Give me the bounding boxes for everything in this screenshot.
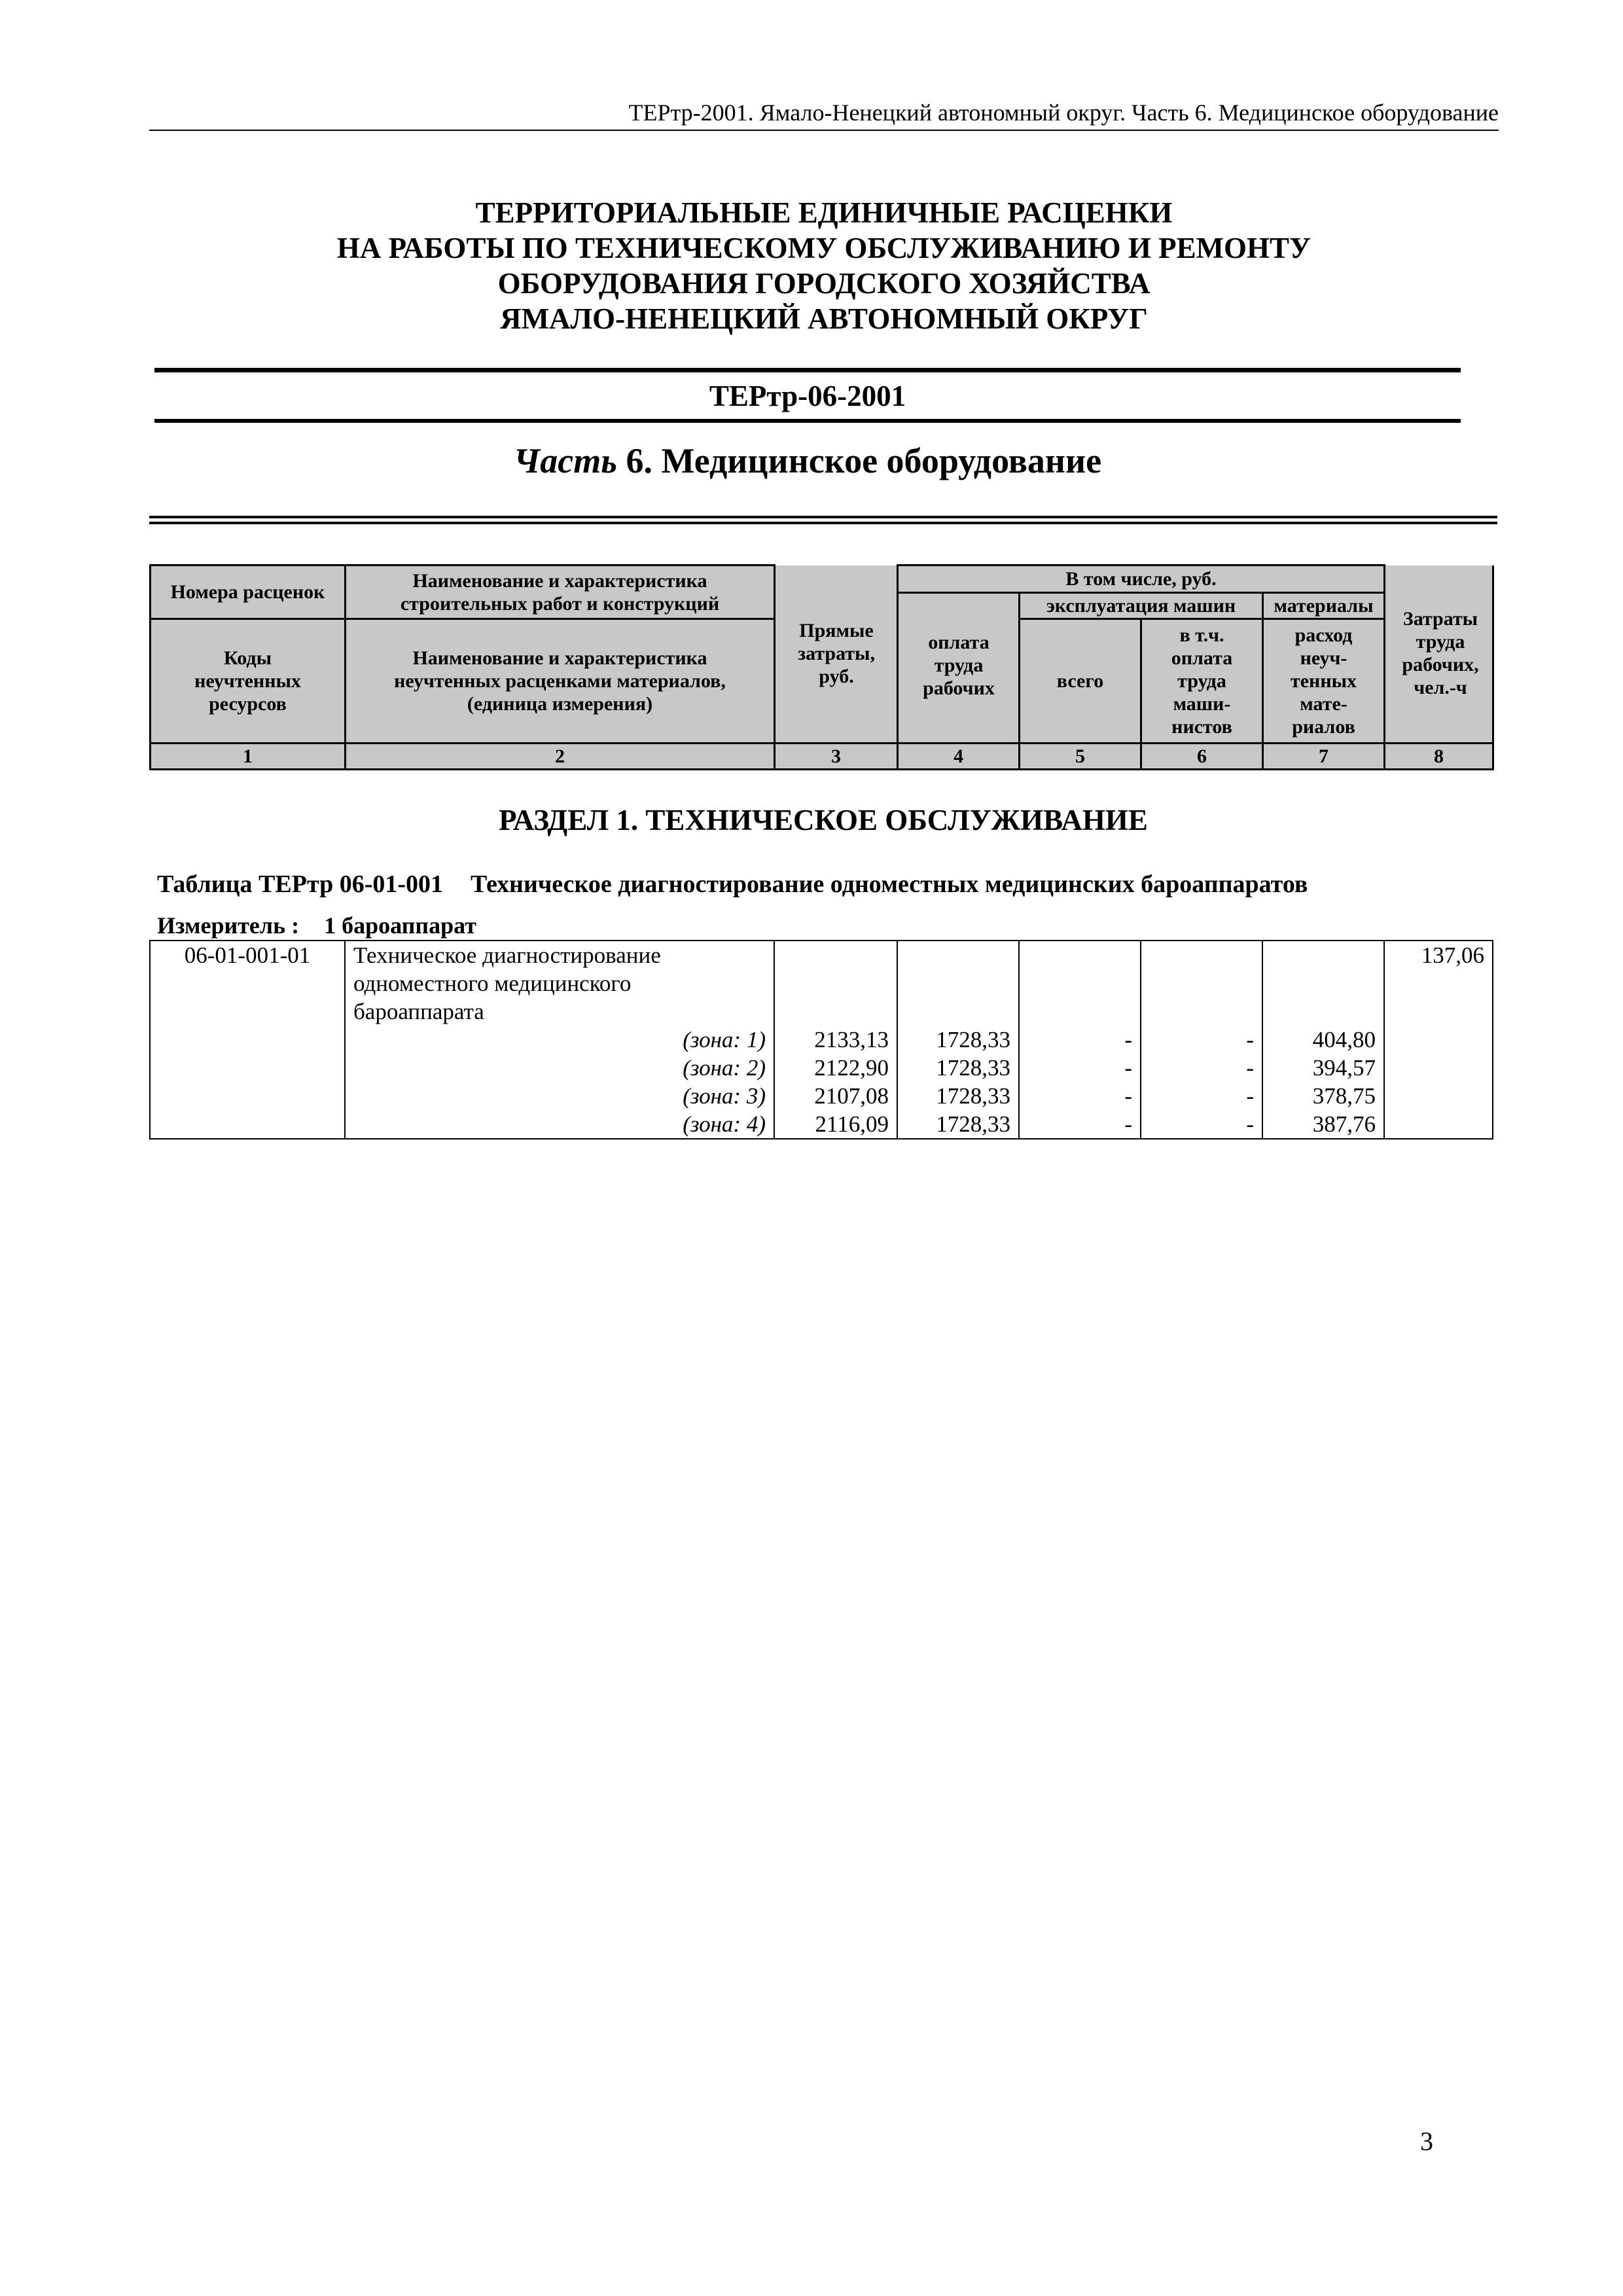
- meter: [157, 911, 476, 940]
- header-line: неуч-: [1300, 647, 1347, 669]
- header-line: рабочих,: [1402, 654, 1479, 675]
- table-row: [150, 1026, 1493, 1054]
- title-line: ЯМАЛО-НЕНЕЦКИЙ АВТОНОМНЫЙ ОКРУГ: [500, 302, 1148, 335]
- materials-value: 387,76: [1262, 1110, 1384, 1139]
- header-line: мате-: [1300, 693, 1347, 715]
- table-row: [150, 997, 1493, 1026]
- column-number: 6: [1141, 744, 1263, 770]
- rates-table: [149, 940, 1493, 1139]
- title-line: НА РАБОТЫ ПО ТЕХНИЧЕСКОМУ ОБСЛУЖИВАНИЮ И РЕМОНТУ: [336, 232, 1311, 264]
- header-including: В том числе, руб.: [898, 565, 1385, 593]
- machinist-wages-value: -: [1141, 1110, 1262, 1139]
- machines-value: -: [1019, 1026, 1141, 1054]
- table-row: [150, 1082, 1493, 1110]
- wages-value: 1728,33: [897, 1026, 1019, 1054]
- divider: [154, 368, 1461, 372]
- header-line: неучтенных расценками материалов,: [394, 670, 726, 692]
- header-line: нистов: [1171, 716, 1232, 738]
- zone-label: (зона: 3): [345, 1082, 774, 1110]
- part-title: [154, 440, 1461, 482]
- wages-value: 1728,33: [897, 1110, 1019, 1139]
- labor-value: 137,06: [1384, 941, 1493, 969]
- header-line: Затраты: [1402, 608, 1478, 630]
- materials-value: 394,57: [1262, 1054, 1384, 1082]
- header-line: руб.: [819, 666, 854, 687]
- header-line: труда: [1177, 670, 1226, 692]
- header-worker-wages: [898, 631, 1020, 700]
- header-line: расход: [1294, 624, 1353, 646]
- header-materials: материалы: [1263, 593, 1385, 619]
- double-rule: [149, 516, 1497, 518]
- wages-value: 1728,33: [897, 1082, 1019, 1110]
- table-row: [150, 1110, 1493, 1139]
- header-line: маши-: [1173, 693, 1231, 715]
- header-machinist-wages: [1141, 619, 1263, 744]
- machines-value: -: [1019, 1082, 1141, 1110]
- header-line: тенных: [1290, 670, 1357, 692]
- running-header: ТЕРтр-2001. Ямало-Ненецкий автономный округ. Часть 6. Медицинское оборудование: [149, 98, 1499, 131]
- machinist-wages-value: -: [1141, 1026, 1262, 1054]
- header-line: рабочих: [923, 677, 995, 699]
- materials-value: 404,80: [1262, 1026, 1384, 1054]
- header-material-name: [346, 619, 775, 744]
- header-line: затраты,: [798, 643, 875, 664]
- part-prefix: Часть: [513, 441, 617, 480]
- meter-value: 1 бароаппарат: [324, 912, 476, 939]
- rate-code: 06-01-001-01: [150, 941, 345, 969]
- title-line: ТЕРРИТОРИАЛЬНЫЕ ЕДИНИЧНЫЕ РАСЦЕНКИ: [475, 196, 1173, 229]
- header-line: труда: [1416, 631, 1465, 653]
- header-line: Прямые: [799, 620, 874, 641]
- column-number: 7: [1263, 744, 1385, 770]
- zone-label: (зона: 1): [345, 1026, 774, 1054]
- table-row: [150, 941, 1493, 969]
- header-line: оплата: [1171, 647, 1233, 669]
- double-rule: [149, 522, 1497, 524]
- column-number: 2: [346, 744, 775, 770]
- zone-label: (зона: 2): [345, 1054, 774, 1082]
- header-line: неучтенных: [194, 670, 301, 692]
- table-caption: [157, 869, 1308, 899]
- rate-name-line: Техническое диагностирование: [345, 941, 774, 969]
- column-number: 1: [151, 744, 346, 770]
- direct-costs-value: 2116,09: [774, 1110, 897, 1139]
- column-number: 5: [1020, 744, 1141, 770]
- header-line: Коды: [224, 647, 272, 669]
- machinist-wages-value: -: [1141, 1082, 1262, 1110]
- header-machines: эксплуатация машин: [1020, 593, 1263, 619]
- header-line: Наименование и характеристика: [412, 569, 707, 592]
- document-title: [149, 195, 1499, 336]
- meter-label: Измеритель :: [157, 912, 300, 939]
- table-caption-text: Техническое диагностирование одноместных медицинских бароаппаратов: [471, 870, 1308, 898]
- machinist-wages-value: -: [1141, 1054, 1262, 1082]
- column-number: 4: [898, 744, 1020, 770]
- direct-costs-value: 2107,08: [774, 1082, 897, 1110]
- table-row: [150, 969, 1493, 997]
- header-line: труда: [934, 655, 984, 676]
- header-labor-costs: [1386, 607, 1495, 699]
- header-line: риалов: [1292, 716, 1355, 738]
- header-line: оплата: [928, 632, 990, 653]
- divider: [154, 419, 1461, 423]
- rate-name-line: бароаппарата: [345, 997, 774, 1026]
- direct-costs-value: 2133,13: [774, 1026, 897, 1054]
- part-text: 6. Медицинское оборудование: [626, 441, 1102, 480]
- wages-value: 1728,33: [897, 1054, 1019, 1082]
- zone-label: (зона: 4): [345, 1110, 774, 1139]
- header-unaccounted-materials: [1263, 619, 1385, 744]
- materials-value: 378,75: [1262, 1082, 1384, 1110]
- header-resource-codes: [151, 619, 346, 744]
- header-rate-numbers: Номера расценок: [151, 565, 346, 619]
- title-line: ОБОРУДОВАНИЯ ГОРОДСКОГО ХОЗЯЙСТВА: [497, 267, 1150, 300]
- header-line: (единица измерения): [467, 693, 653, 715]
- page-number: 3: [1420, 2126, 1433, 2156]
- header-line: чел.-ч: [1414, 677, 1467, 698]
- machines-value: -: [1019, 1054, 1141, 1082]
- header-machines-total: всего: [1020, 619, 1141, 744]
- rate-name-line: одноместного медицинского: [345, 969, 774, 997]
- document-code: ТЕРтр-06-2001: [709, 380, 906, 412]
- machines-value: -: [1019, 1110, 1141, 1139]
- column-number: 8: [1385, 744, 1493, 770]
- table-caption-label: Таблица ТЕРтр 06-01-001: [157, 870, 444, 898]
- header-work-name: [346, 565, 775, 619]
- header-line: ресурсов: [209, 693, 287, 715]
- header-direct-costs: [775, 619, 898, 688]
- direct-costs-value: 2122,90: [774, 1054, 897, 1082]
- column-number: 3: [775, 744, 898, 770]
- header-line: в т.ч.: [1179, 624, 1224, 646]
- section-title: РАЗДЕЛ 1. ТЕХНИЧЕСКОЕ ОБСЛУЖИВАНИЕ: [499, 804, 1148, 836]
- table-row: [150, 1054, 1493, 1082]
- header-line: Наименование и характеристика: [412, 647, 707, 669]
- header-line: строительных работ и конструкций: [400, 592, 720, 615]
